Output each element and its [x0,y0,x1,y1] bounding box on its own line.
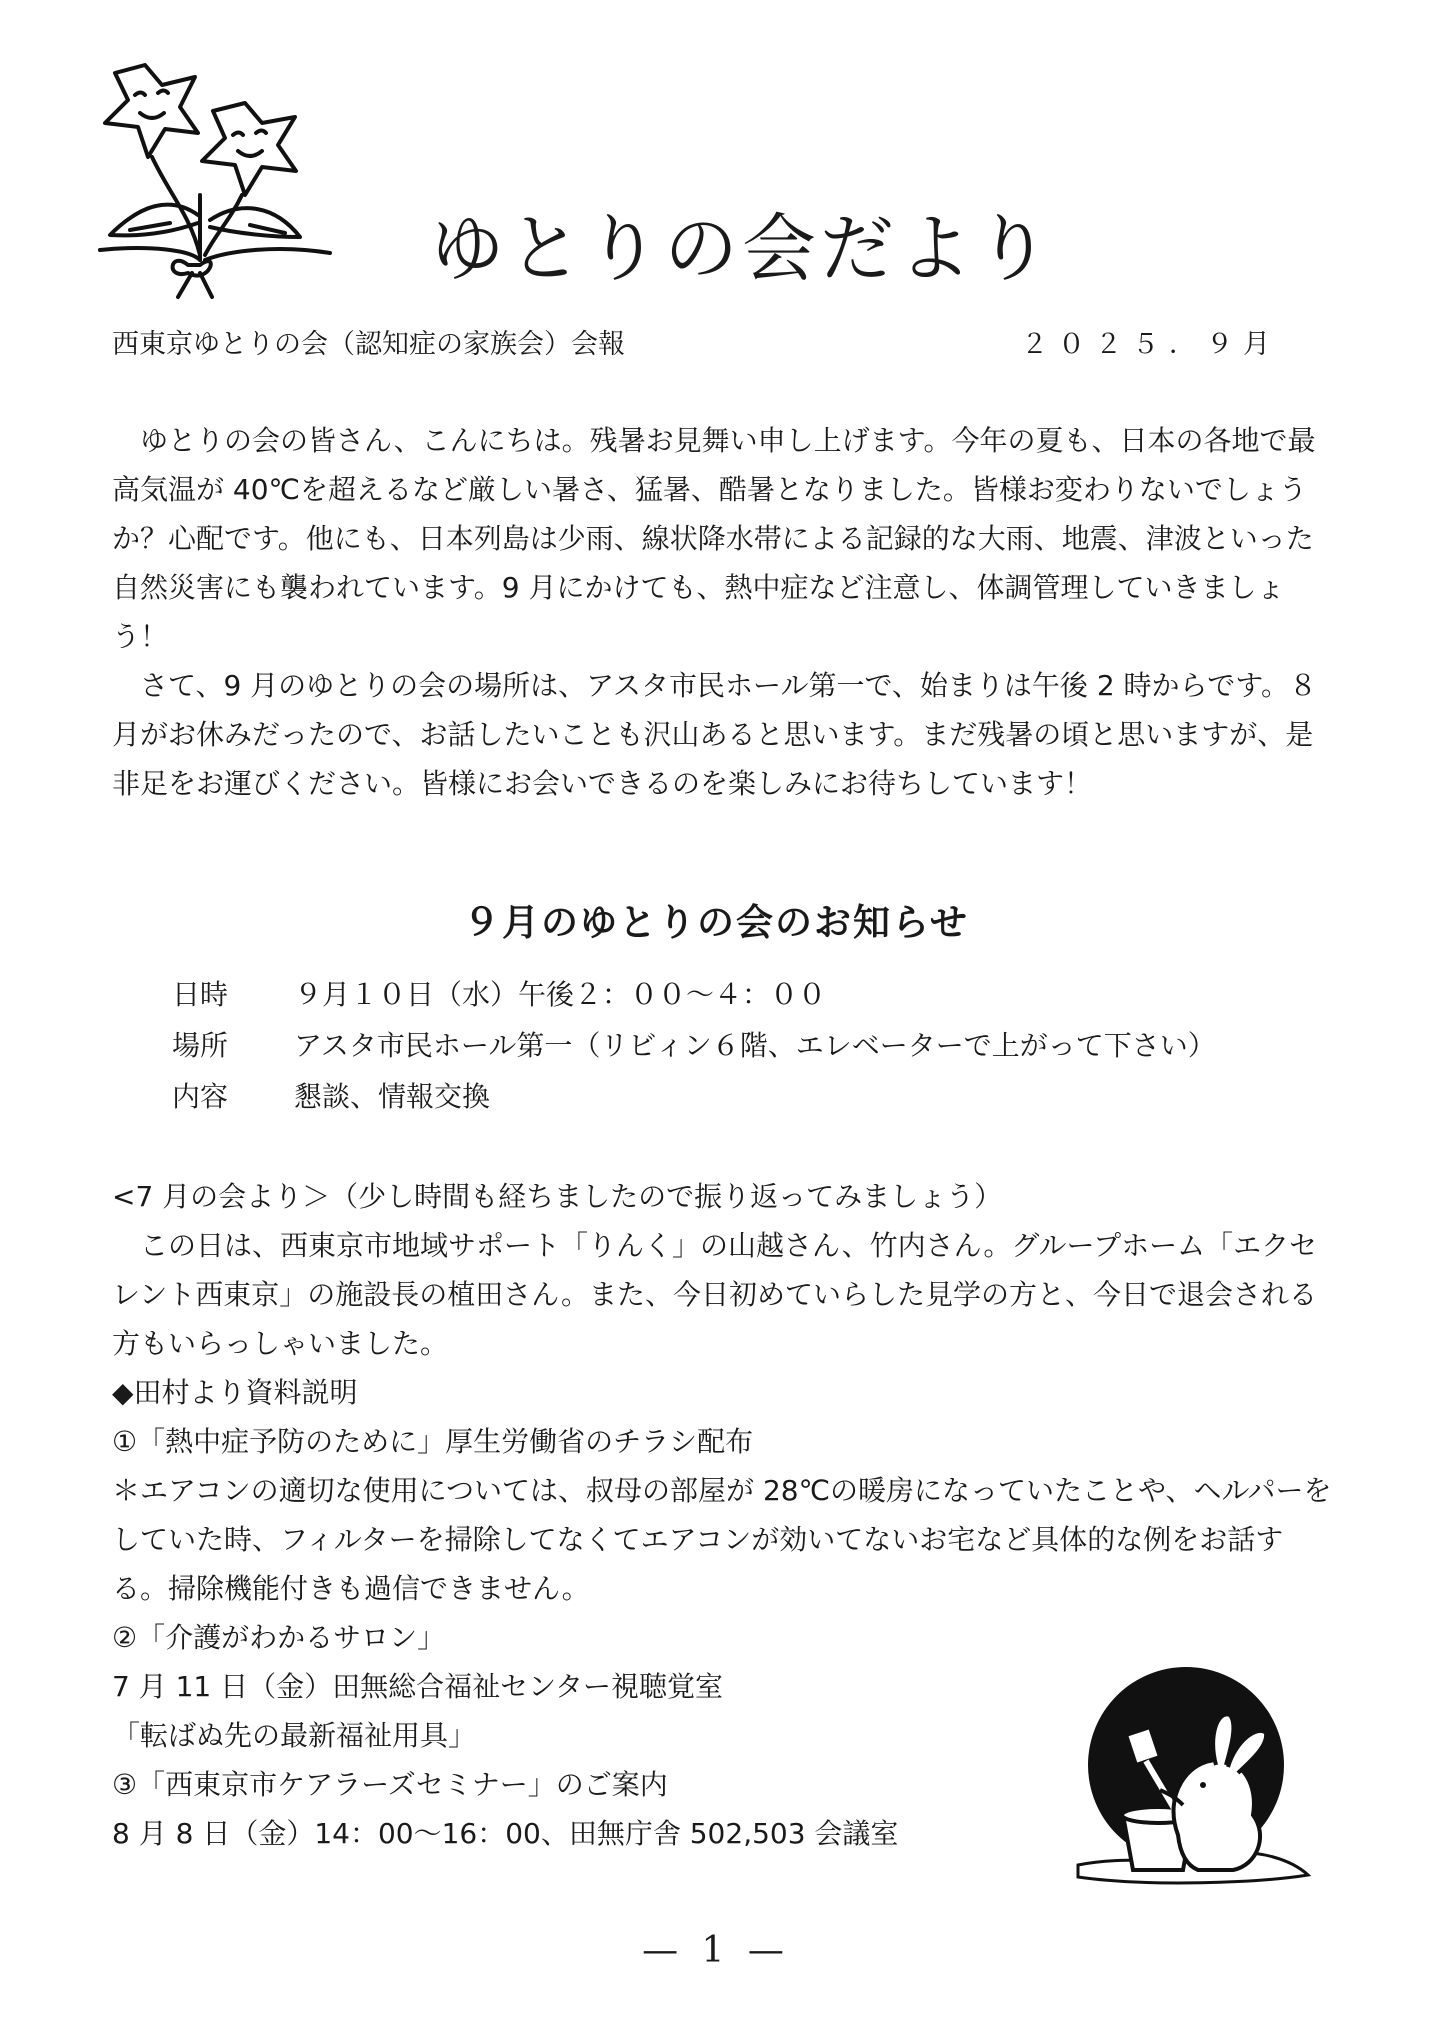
issue-date: ２０２５．９月 [1021,329,1280,360]
report-item: 「転ばぬ先の最新福祉用具」 [112,1719,477,1752]
bellflower-illustration [70,45,360,305]
report-section-title: ◆田村より資料説明 [112,1376,358,1409]
notice-value: アスタ市民ホール第一（リビィン６階、エレベーターで上がって下さい） [294,1029,1216,1062]
report-item: ＊エアコンの適切な使用については、叔母の部屋が 28℃の暖房になっていたことや、ヘルパーをしていた時、フィルターを掃除してなくてエアコンが効いてないお宅など具体的な例をお話する。掃除機能付きも過信できません。 [112,1474,1332,1605]
report-item: 8 月 8 日（金）14：00～16：00、田無庁舎 502,503 会議室 [112,1817,899,1850]
report-item: 7 月 11 日（金）田無総合福祉センター視聴覚室 [112,1670,724,1703]
notice-heading: ９月のゆとりの会のお知らせ [463,901,969,944]
moon-rabbit-illustration [1068,1665,1313,1895]
notice-row-content [172,1072,490,1121]
page-number: — 1 — [642,1930,790,1971]
report-intro: この日は、西東京市地域サポート「りんく」の山越さん、竹内さん。グループホーム「エクセレント西東京」の施設長の植田さん。また、今日初めていらした見学の方と、今日で退会される方もいらっしゃいました。 [112,1229,1318,1360]
notice-label: 日時 [172,978,229,1011]
greeting-paragraph: さて、9 月のゆとりの会の場所は、アスタ市民ホール第一で、始まりは午後 2 時からです。８月がお休みだったので、お話したいことも沢山あると思います。まだ残暑の頃と思いますが、是非足をお運びください。皆様にお会いできるのを楽しみにお待ちしています！ [112,669,1318,800]
notice-label: 場所 [172,1029,229,1062]
notice-value: ９月１０日（水）午後２：００～４：００ [294,978,827,1011]
report-item: ③「西東京市ケアラーズセミナー」のご案内 [112,1768,668,1801]
report-item: ①「熱中症予防のために」厚生労働省のチラシ配布 [112,1425,754,1458]
notice-value: 懇談、情報交換 [294,1080,491,1113]
report-heading: <7 月の会より＞（少し時間も経ちましたので振り返ってみましょう） [112,1180,1003,1213]
notice-row-place [172,1021,1216,1070]
greeting-section [112,416,1322,808]
notice-row-datetime [172,970,826,1019]
greeting-paragraph: ゆとりの会の皆さん、こんにちは。残暑お見舞い申し上げます。今年の夏も、日本の各地で最高気温が 40℃を超えるなど厳しい暑さ、猛暑、酷暑となりました。皆様お変わりないでしょうか？心配です。他にも、日本列島は少雨、線状降水帯による記録的な大雨、地震、津波といった自然災害にも襲われています。9 月にかけても、熱中症など注意し、体調管理していきましょう！ [112,424,1316,653]
notice-label: 内容 [172,1080,229,1113]
newsletter-title: ゆとりの会だより [430,206,1054,292]
newsletter-subtitle: 西東京ゆとりの会（認知症の家族会）会報 [112,329,625,360]
report-item: ②「介護がわかるサロン」 [112,1621,446,1654]
